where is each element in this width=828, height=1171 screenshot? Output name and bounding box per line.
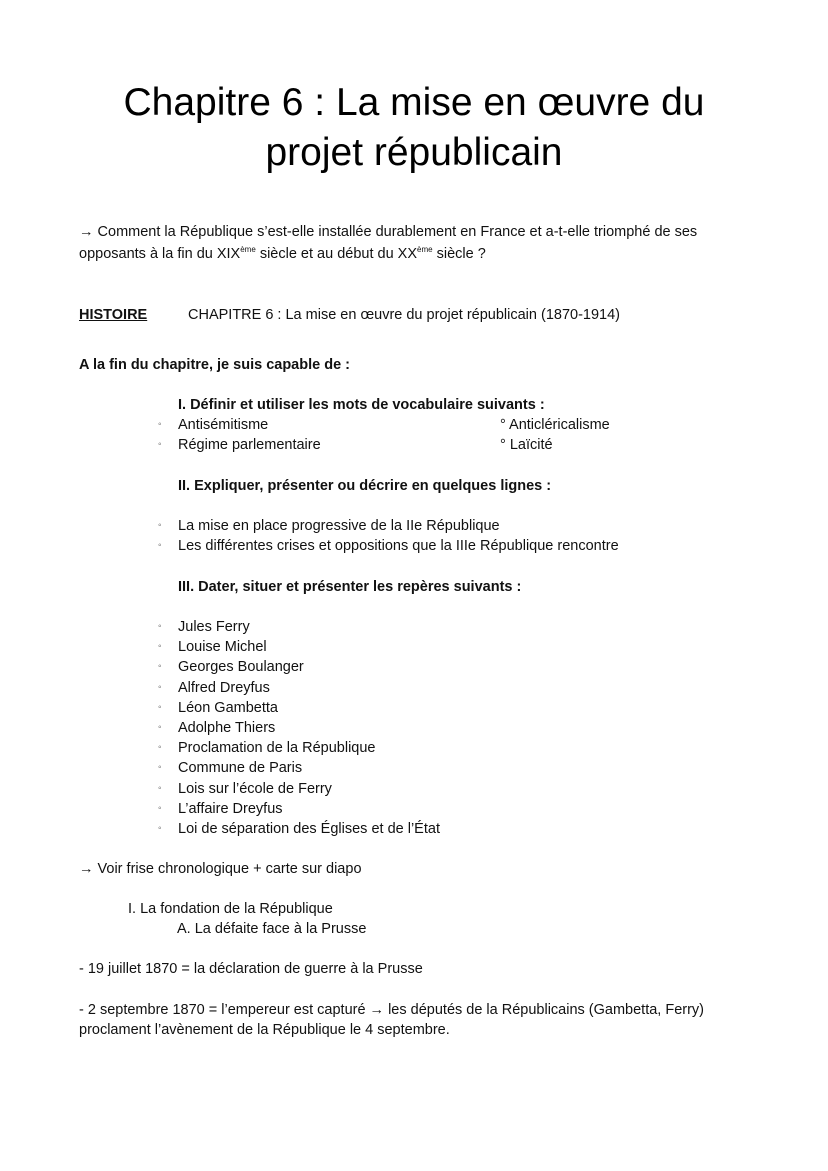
item-text: Commune de Paris [178, 760, 303, 777]
item-text: L’affaire Dreyfus [178, 800, 283, 817]
q-text-a: opposants à la fin du XIX [79, 246, 241, 262]
bullet-icon: ◦ [158, 520, 162, 531]
item-text: Proclamation de la République [178, 740, 376, 757]
slides-note: → Voir frise chronologique + carte sur diapo [79, 861, 362, 877]
vocab-term: Régime parlementaire [178, 437, 321, 453]
item-text: Les différentes crises et oppositions que la IIIe République rencontre [178, 538, 619, 554]
bullet-icon: ◦ [158, 762, 162, 774]
section-3-title: III. Dater, situer et présenter les repères suivants : [178, 579, 522, 595]
bullet-icon: ◦ [158, 782, 162, 794]
item-text: Loi de séparation des Églises et de l’État [178, 821, 440, 837]
bullet-icon: ◦ [158, 621, 162, 632]
bullet-icon: ◦ [158, 701, 162, 713]
bullet-icon: ◦ [158, 742, 162, 754]
section-1-title: I. Définir et utiliser les mots de vocabulaire suivants : [178, 397, 545, 413]
bullet-icon: ◦ [158, 419, 162, 430]
item-text: Léon Gambetta [178, 699, 278, 716]
q-sup-1: ème [240, 245, 256, 254]
vocab-term-right: ° Laïcité [500, 437, 553, 453]
item-text: Louise Michel [178, 639, 267, 656]
fact-line: - 19 juillet 1870 = la déclaration de guerre à la Prusse [79, 961, 423, 977]
section-2-title: II. Expliquer, présenter ou décrire en quelques lignes : [178, 478, 552, 494]
bullet-icon: ◦ [158, 681, 162, 693]
q-text-b: siècle et au début du XX [255, 246, 418, 262]
part-1-title: I. La fondation de la République [128, 901, 333, 917]
q-sup-2: ème [417, 245, 433, 254]
chapter-heading: CHAPITRE 6 : La mise en œuvre du projet républicain (1870-1914) [188, 307, 620, 323]
title-line-2: projet républicain [265, 131, 563, 174]
bullet-icon: ◦ [158, 439, 162, 450]
guiding-question-line-2 [79, 240, 486, 264]
item-text: Jules Ferry [178, 619, 250, 635]
item-text: Adolphe Thiers [178, 720, 276, 736]
subject-label: HISTOIRE [79, 307, 148, 323]
bullet-icon: ◦ [158, 661, 162, 673]
page-title [0, 78, 828, 178]
part-1a-title: A. La défaite face à la Prusse [177, 921, 367, 937]
q-text-c: siècle ? [432, 246, 486, 262]
bullet-icon: ◦ [158, 641, 162, 653]
fact-line: proclament l’avènement de la République le 4 septembre. [79, 1022, 450, 1038]
objectives-intro: A la fin du chapitre, je suis capable de : [79, 357, 351, 373]
fact-line: - 2 septembre 1870 = l’empereur est capturé → les députés de la Républicains (Gambetta, Ferry) [79, 1002, 705, 1018]
bullet-icon: ◦ [158, 540, 162, 551]
bullet-icon: ◦ [158, 802, 162, 814]
item-text: Alfred Dreyfus [178, 679, 270, 696]
item-text: Georges Boulanger [178, 659, 304, 676]
bullet-icon: ◦ [158, 823, 162, 834]
bullet-icon: ◦ [158, 722, 162, 733]
guiding-question-line-1: → Comment la République s’est-elle installée durablement en France et a-t-elle triomphé de ses [79, 224, 698, 240]
title-line-1: Chapitre 6 : La mise en œuvre du [123, 81, 705, 124]
item-text: Lois sur l’école de Ferry [178, 780, 332, 797]
vocab-term-right: ° Anticléricalisme [500, 417, 610, 433]
item-text: La mise en place progressive de la IIe République [178, 518, 500, 534]
vocab-term: Antisémitisme [178, 417, 269, 433]
